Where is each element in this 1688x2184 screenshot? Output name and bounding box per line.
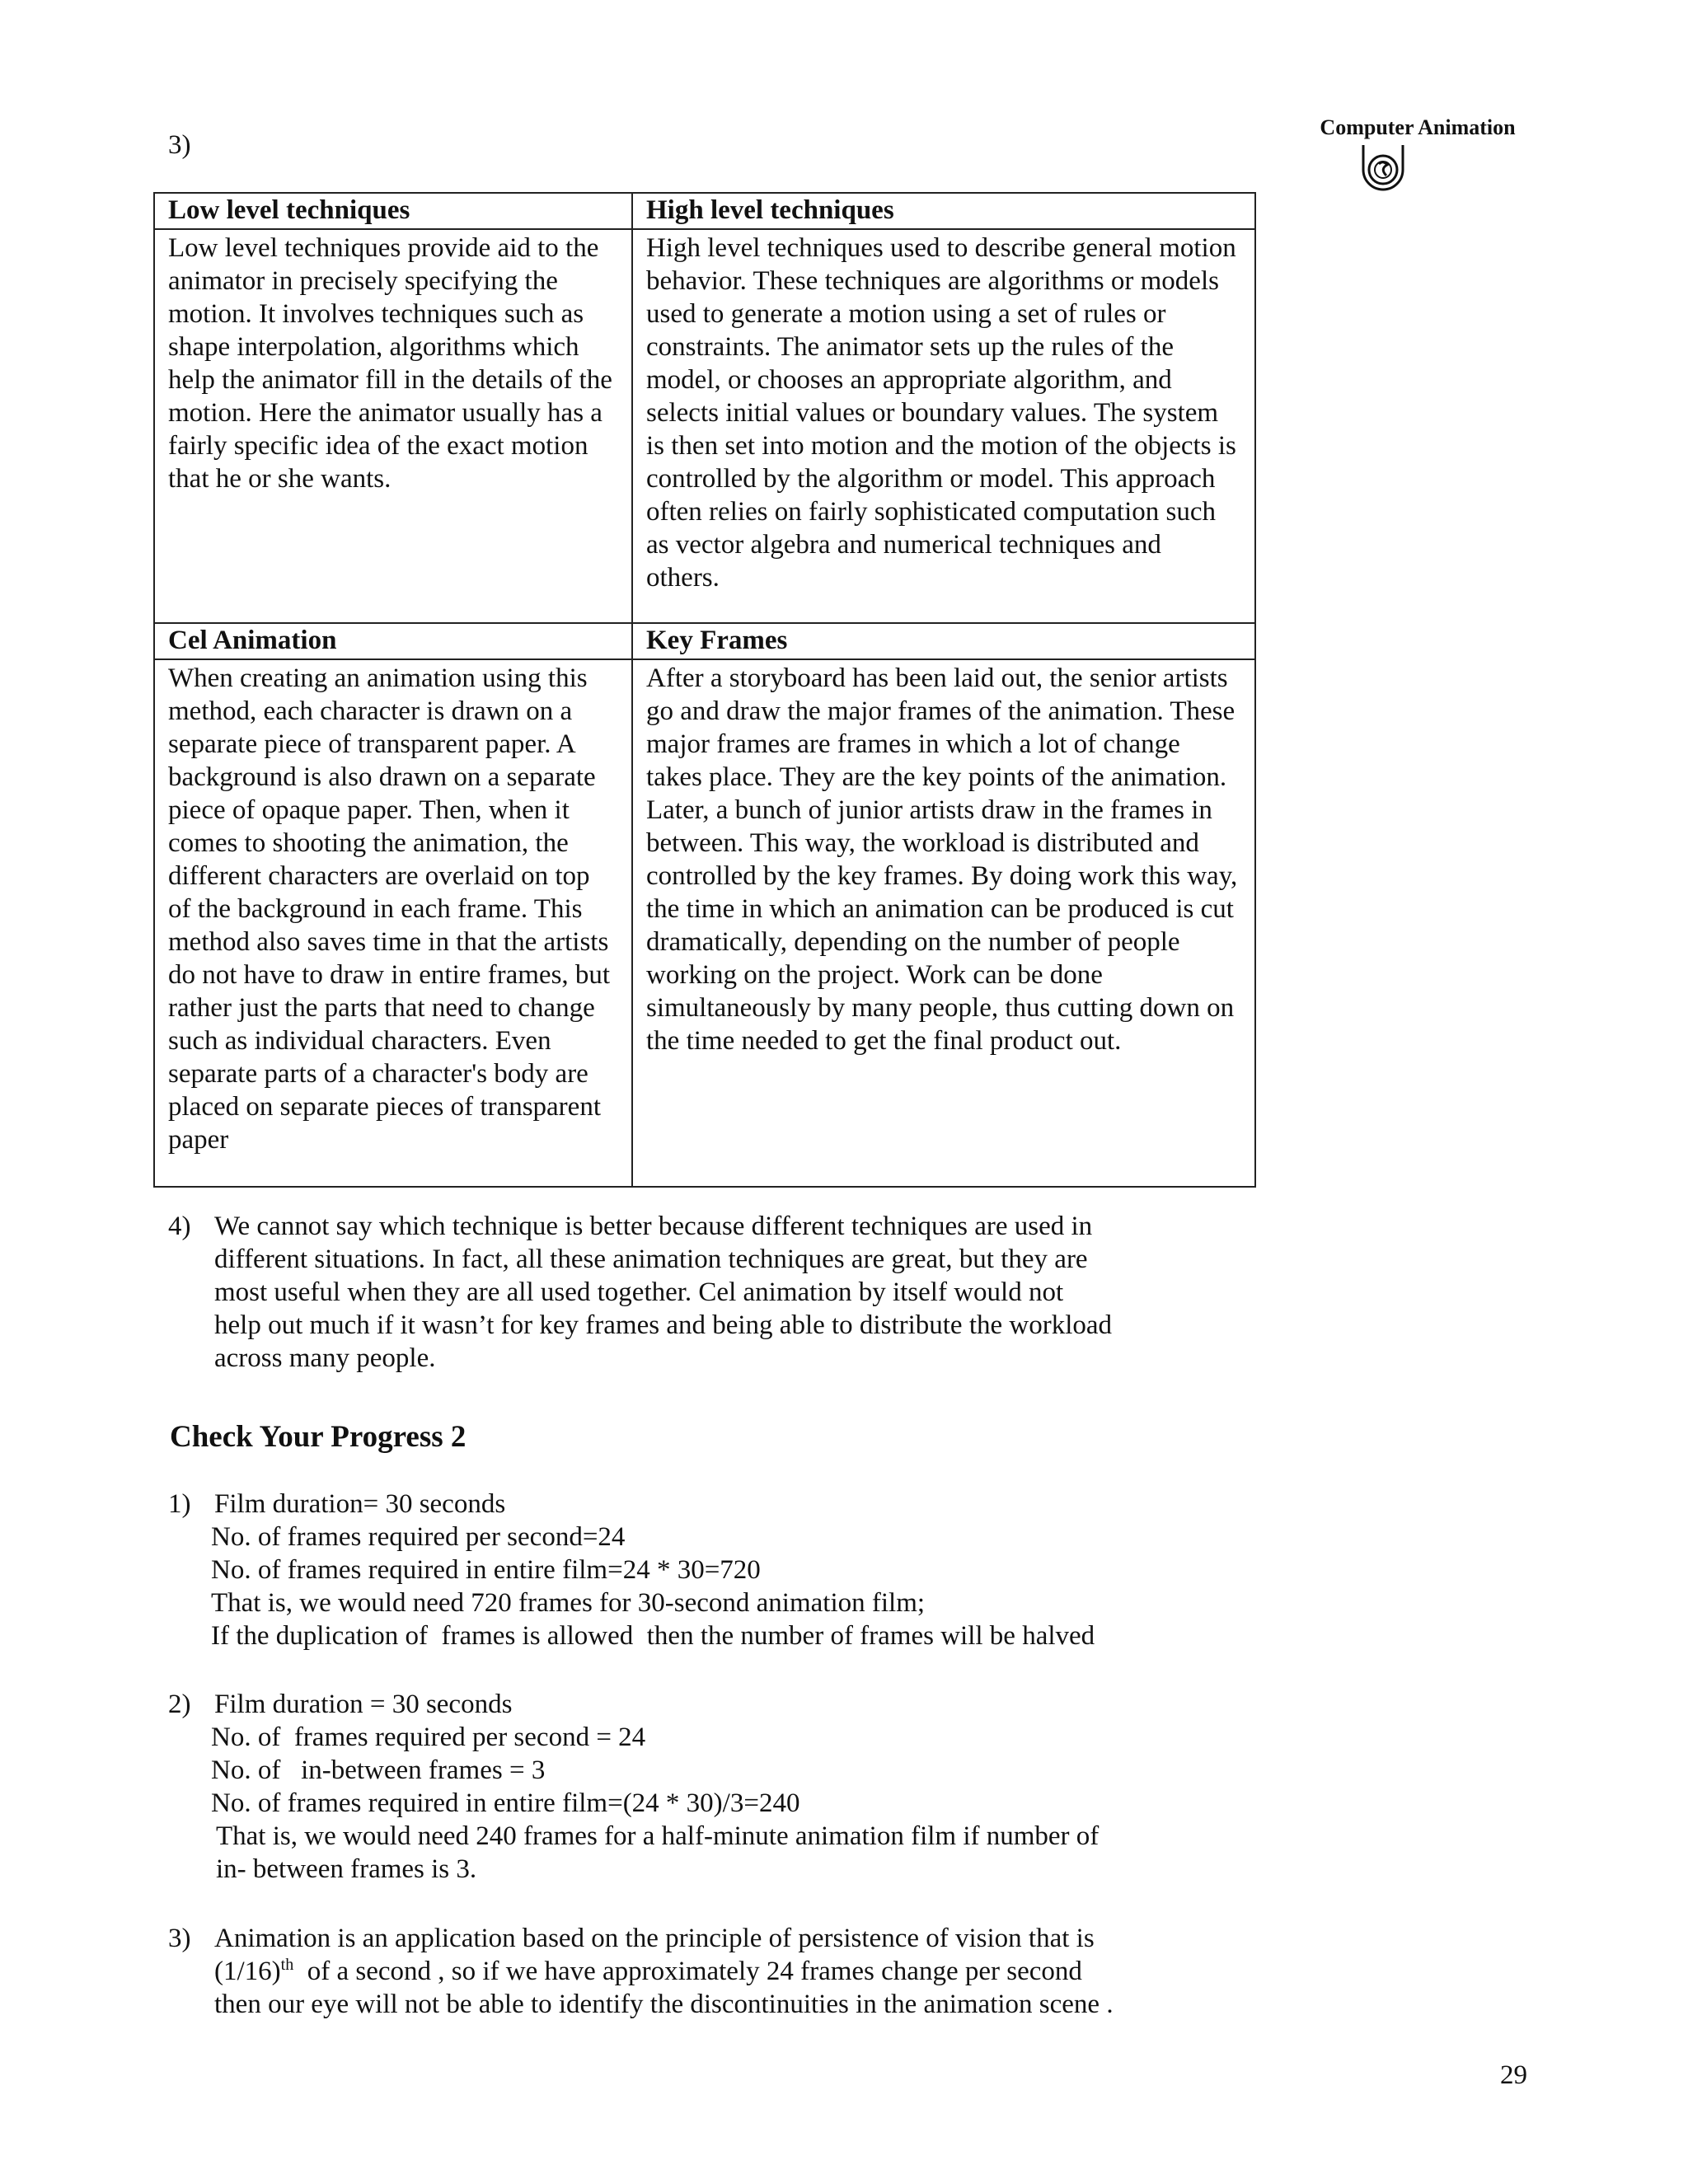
- progress-answer-1: [168, 1488, 1256, 1661]
- progress-answer-3: [168, 1922, 1256, 2029]
- text-span: of a second , so if we have approximately 24 frames change per second: [293, 1957, 1082, 1986]
- text-line: No. of in-between frames = 3: [211, 1755, 546, 1785]
- cell-cel-animation-description: When creating an animation using this method, each character is drawn on a separate piece of transparent paper. A background is also drawn on a separate piece of opaque paper. Then, when it comes to shooting the animation, the different characters are overlaid on top of the background in each frame. This method also saves time in that the artists do not have to draw in entire frames, but rather just the parts that need to change such as individual characters. Even separate parts of a character's body are placed on separate pieces of transparent paper: [154, 659, 632, 1187]
- text-line: then our eye will not be able to identify the discontinuities in the animation scene .: [214, 1990, 1114, 2019]
- fraction-text: (1/16): [214, 1957, 281, 1986]
- text-line: We cannot say which technique is better because different techniques are used in: [214, 1212, 1093, 1241]
- progress-answer-2-number: 2): [168, 1690, 191, 1719]
- text-line: in- between frames is 3.: [216, 1854, 477, 1884]
- progress-answer-1-first-line: [214, 1488, 505, 1521]
- text-line: Animation is an application based on the principle of persistence of vision that is: [214, 1924, 1095, 1953]
- text-line: That is, we would need 720 frames for 30-second animation film;: [211, 1588, 926, 1618]
- cell-high-level-description: High level techniques used to describe general motion behavior. These techniques are algorithms or models used to generate a motion using a set of rules or constraints. The animator sets up the rules of the model, or chooses an appropriate algorithm, and selects initial values or boundary values. The system is then set into motion and the motion of the objects is controlled by the algorithm or model. This approach often relies on fairly sophisticated computation such as vector algebra and numerical techniques and others.: [632, 229, 1255, 623]
- progress-answer-2: [168, 1688, 1256, 1886]
- ordinal-superscript: th: [280, 1956, 294, 1974]
- university-emblem-icon: [1358, 142, 1408, 193]
- progress-answer-2-first-line: [214, 1688, 512, 1721]
- check-your-progress-heading: Check Your Progress 2: [170, 1420, 467, 1454]
- header-section-title: Computer Animation: [1320, 115, 1516, 139]
- text-line: No. of frames required in entire film=(24 * 30)/3=240: [211, 1788, 800, 1818]
- heading-key-frames: Key Frames: [632, 623, 1255, 659]
- techniques-comparison-table: [153, 192, 1256, 1188]
- text-line: help out much if it wasn’t for key frames and being able to distribute the workload: [214, 1310, 1113, 1340]
- table-row: [154, 659, 1255, 1187]
- text-line: No. of frames required per second=24: [211, 1522, 626, 1552]
- question-3-label: 3): [168, 130, 191, 160]
- progress-answer-3-text: [214, 1922, 1114, 2021]
- text-line: most useful when they are all used together. Cel animation by itself would not: [214, 1277, 1064, 1307]
- heading-high-level-techniques: High level techniques: [632, 193, 1255, 229]
- progress-answer-3-number: 3): [168, 1924, 191, 1953]
- progress-answer-1-text: [211, 1521, 1095, 1652]
- cell-low-level-description: Low level techniques provide aid to the animator in precisely specifying the motion. It involves techniques such as shape interpolation, algorithms which help the animator fill in the details of the motion. Here the animator usually has a fairly specific idea of the exact motion that he or she wants.: [154, 229, 632, 623]
- page-number: 29: [1500, 2060, 1527, 2090]
- heading-cel-animation: Cel Animation: [154, 623, 632, 659]
- answer-4: [168, 1210, 1256, 1383]
- text-line: [214, 1955, 1114, 1988]
- text-line: No. of frames required in entire film=24 * 30=720: [211, 1555, 761, 1585]
- text-line: That is, we would need 240 frames for a half-minute animation film if number of: [216, 1821, 1100, 1851]
- progress-answer-2-text: [211, 1721, 799, 1820]
- progress-answer-2-conclusion: [216, 1820, 1099, 1886]
- text-line: Film duration = 30 seconds: [214, 1690, 513, 1719]
- text-line: If the duplication of frames is allowed then the number of frames will be halved: [211, 1621, 1095, 1651]
- text-line: Film duration= 30 seconds: [214, 1489, 506, 1519]
- heading-low-level-techniques: Low level techniques: [154, 193, 632, 229]
- table-row-heading: [154, 623, 1255, 659]
- text-line: different situations. In fact, all these animation techniques are great, but they are: [214, 1244, 1088, 1274]
- table-row-heading: [154, 193, 1255, 229]
- text-line: across many people.: [214, 1343, 436, 1373]
- answer-4-number: 4): [168, 1212, 191, 1241]
- answer-4-text: [214, 1210, 1112, 1375]
- progress-answer-1-number: 1): [168, 1489, 191, 1519]
- text-line: No. of frames required per second = 24: [211, 1722, 646, 1752]
- table-row: [154, 229, 1255, 623]
- cell-key-frames-description: After a storyboard has been laid out, the senior artists go and draw the major frames of the animation. These major frames are frames in which a lot of change takes place. They are the key points of the animation. Later, a bunch of junior artists draw in the frames in between. This way, the workload is distributed and controlled by the key frames. By doing work this way, the time in which an animation can be produced is cut dramatically, depending on the number of people working on the project. Work can be done simultaneously by many people, thus cutting down on the time needed to get the final product out.: [632, 659, 1255, 1187]
